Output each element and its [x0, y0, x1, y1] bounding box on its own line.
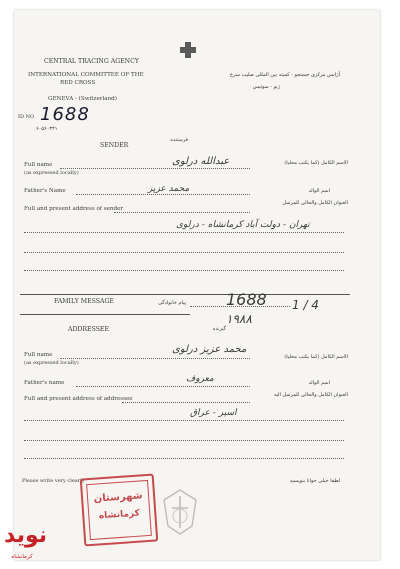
message-year: ۱۹۸۸ — [226, 312, 252, 326]
sender-address-line-2 — [24, 232, 344, 233]
family-message-fa: پیام خانوادگی — [158, 300, 186, 306]
addressee-address-line-2 — [24, 420, 344, 421]
addressee-heading-fa: گیرنده — [212, 326, 226, 332]
sender-name-value: عبدالله درلوی — [172, 156, 230, 167]
organization-emblem-icon — [156, 486, 204, 538]
id-number: 1688 — [40, 104, 90, 125]
id-sub: ۶۰۵۶۰۳۴۱ — [36, 126, 58, 132]
addressee-address-line-4 — [24, 458, 344, 459]
sender-heading: SENDER — [100, 142, 129, 149]
sender-name-label: Full name — [24, 162, 53, 168]
addressee-father-label: Father's name — [24, 380, 65, 386]
addressee-father-fa: اسم الوالد — [308, 380, 330, 386]
sender-name-fa: الاسم الکامل (کما یکتب محلیا) — [284, 160, 348, 166]
id-label: ID NO — [18, 114, 35, 120]
sender-address-line-4 — [24, 270, 344, 271]
agency-title: CENTRAL TRACING AGENCY — [44, 58, 139, 65]
sender-address-value: تهران - دولت آباد کرمانشاه - درلوی — [176, 220, 310, 230]
addressee-address-line-3 — [24, 440, 344, 441]
sender-address-fa: العنوان الکامل والحالی للمرسل — [282, 200, 348, 206]
red-cross-title: RED CROSS — [60, 80, 96, 86]
footer-note-fa: لطفا خیلی خوانا بنویسید — [289, 478, 340, 484]
footer-note: Please write very clearly — [22, 478, 85, 484]
addressee-name-label: Full name — [24, 352, 53, 358]
red-cross-emblem-icon — [180, 42, 196, 58]
sender-name-line — [60, 168, 250, 169]
addressee-name-line — [60, 358, 250, 359]
logo-caption: کرمانشاه — [11, 554, 33, 560]
stamp-line-2: کرمانشاه — [98, 508, 141, 522]
addressee-heading: ADDRESSEE — [68, 326, 109, 333]
sender-address-label: Full and present address of sender — [24, 206, 124, 212]
addressee-address-line-1 — [122, 402, 250, 403]
family-message-label: FAMILY MESSAGE — [54, 298, 114, 305]
addressee-father-line — [76, 386, 250, 387]
sender-father-label: Father's Name — [24, 188, 66, 194]
message-number: 1688 — [226, 290, 267, 309]
addressee-address-fa: العنوان الکامل والحالی للمرسل الیه — [273, 392, 348, 398]
sender-father-line — [76, 194, 250, 195]
sender-father-value: محمد عزیز — [148, 184, 190, 194]
sender-heading-fa: فرستنده — [170, 137, 188, 143]
message-top-rule — [20, 294, 350, 295]
committee-title: INTERNATIONAL COMMITTEE OF THE — [28, 72, 144, 78]
logo-glyph: نوید — [4, 523, 48, 548]
addressee-name-sub: (as expressed locally) — [24, 360, 79, 366]
addressee-address-label: Full and present address of addressee — [24, 396, 133, 402]
message-bottom-rule — [20, 314, 190, 315]
sender-father-fa: اسم الوالد — [308, 188, 330, 194]
message-fraction: 1 / 4 — [292, 298, 319, 312]
site-logo — [2, 522, 48, 566]
red-ink-stamp — [80, 474, 159, 547]
geneva-label: GENEVA - (Switzerland) — [48, 96, 117, 102]
sender-name-sub: (as expressed locally) — [24, 170, 79, 176]
addressee-name-fa: الاسم الکامل (کما یکتب محلیا) — [284, 354, 348, 360]
stamp-line-1: شهرستان — [93, 490, 143, 505]
addressee-father-value: معروف — [186, 374, 214, 384]
geneva-fa: ژنو - سوئیس — [252, 84, 280, 90]
addressee-name-value: محمد عزیز درلوی — [172, 344, 247, 355]
agency-title-fa: آژانس مرکزی جستجو - کمیته بین المللی صلیب سرخ — [229, 72, 340, 78]
addressee-address-value: اسیر - عراق — [190, 408, 237, 418]
sender-address-line-3 — [24, 252, 344, 253]
sender-address-line-1 — [114, 212, 250, 213]
